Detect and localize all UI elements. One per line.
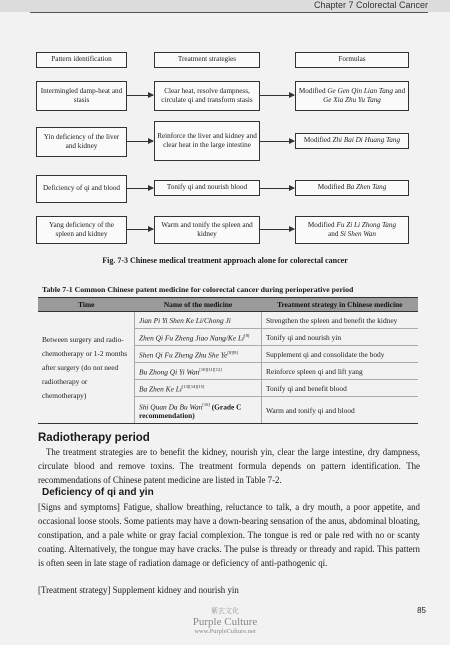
subsection-heading: Deficiency of qi and yin <box>42 487 154 498</box>
medicine-strategy: Strengthen the spleen and benefit the kidney <box>262 312 419 329</box>
flow-formula-3: Modified Ba Zhen Tang <box>295 180 409 196</box>
flow-formula-2: Modified Zhi Bai Di Huang Tang <box>295 133 409 149</box>
watermark <box>0 606 450 635</box>
medicine-name: Ba Zhen Ke Li[13][14][15] <box>135 380 262 397</box>
flow-strategy-2: Reinforce the liver and kidney and clear heat in the large intestine <box>154 121 260 161</box>
figure-caption: Fig. 7-3 Chinese medical treatment approach alone for colorectal cancer <box>102 256 348 265</box>
chapter-header: Chapter 7 Colorectal Cancer <box>313 0 428 10</box>
flow-arrow <box>127 141 153 142</box>
watermark-title: Purple Culture <box>192 616 258 628</box>
medicine-strategy: Supplement qi and consolidate the body <box>262 346 419 363</box>
flow-arrow <box>260 229 294 230</box>
section-heading: Radiotherapy period <box>38 432 150 444</box>
watermark-cn: 紫玄文化 <box>211 607 239 615</box>
flow-header-pattern: Pattern identification <box>36 52 127 68</box>
col-header-strategy: Treatment strategy in Chinese medicine <box>262 298 419 312</box>
medicine-name: Zhen Qi Fu Zheng Jiao Nang/Ke Li[8] <box>135 329 262 346</box>
flow-arrow <box>127 188 153 189</box>
flow-pattern-3: Deficiency of qi and blood <box>36 175 127 203</box>
medicine-name: Shen Qi Fu Zheng Zhu She Ye[8][9] <box>135 346 262 363</box>
flow-pattern-1: Intermingled damp-heat and stasis <box>36 81 127 111</box>
time-cell: Between surgery and radio-chemotherapy or 1-2 months after surgery (do not need radiotherapy or chemotherapy) <box>38 312 135 424</box>
flow-header-strategy: Treatment strategies <box>154 52 260 68</box>
medicine-table <box>38 297 418 424</box>
watermark-url: www.PurpleCulture.net <box>194 628 256 635</box>
medicine-name: Jian Pi Yi Shen Ke Li/Chong Ji <box>135 312 262 329</box>
table-caption: Table 7-1 Common Chinese patent medicine for colorectal cancer during perioperative period <box>42 285 354 294</box>
table-row <box>38 312 418 329</box>
paragraph: [Treatment strategy] Supplement kidney and nourish yin <box>38 585 239 595</box>
flow-strategy-3: Tonify qi and nourish blood <box>154 180 260 196</box>
table-header-row <box>38 298 418 312</box>
flow-arrow <box>260 141 294 142</box>
col-header-time: Time <box>38 298 135 312</box>
medicine-strategy: Warm and tonify qi and blood <box>262 397 419 424</box>
medicine-strategy: Reinforce spleen qi and lift yang <box>262 363 419 380</box>
flow-arrow <box>260 95 294 96</box>
header-rule <box>30 12 428 13</box>
page-number: 85 <box>417 606 426 615</box>
flow-arrow <box>260 188 294 189</box>
paragraph: The treatment strategies are to benefit the kidney, nourish yin, clear the large intestine, dry dampness, circulate blood and remove toxins. The treatment formula depends on pattern identification. The recommendations of Chinese patent medicine are listed in Table 7-2. <box>38 447 420 485</box>
flow-formula-4: Modified Fu Zi Li Zhong Tang and Si Shen Wan <box>295 216 409 244</box>
flow-strategy-1: Clear heat, resolve dampness, circulate qi and transform stasis <box>154 81 260 111</box>
medicine-name: Bu Zhong Qi Yi Wan[10][11][12] <box>135 363 262 380</box>
flow-header-formula: Formulas <box>295 52 409 68</box>
flow-pattern-2: Yin deficiency of the liver and kidney <box>36 127 127 157</box>
flow-pattern-4: Yang deficiency of the spleen and kidney <box>36 216 127 244</box>
flow-arrow <box>127 229 153 230</box>
flow-arrow <box>127 95 153 96</box>
medicine-strategy: Tonify qi and benefit blood <box>262 380 419 397</box>
medicine-strategy: Tonify qi and nourish yin <box>262 329 419 346</box>
col-header-medicine: Name of the medicine <box>135 298 262 312</box>
paragraph: [Signs and symptoms] Fatigue, shallow breathing, reluctance to talk, a dry mouth, a poor appetite, and occasional loose stools. Some patients may have a down-bearing sensation of the anus, abdominal bloating, constipation, and a pale white or gray facial complexion. The tongue is red or pale red with no or scanty coating. Alternatively, the tongue may have cracks. The pulse is thready or thready and rapid. This pattern is often seen in late stage of radiation damage or deficiency of anti-pathogenic qi. <box>38 502 420 568</box>
flow-strategy-4: Warm and tonify the spleen and kidney <box>154 216 260 244</box>
flow-formula-1: Modified Ge Gen Qin Lian Tang and Ge Xia Zhu Yu Tang <box>295 81 409 111</box>
medicine-name: Shi Quan Da Bu Wan[16] (Grade C recommendation) <box>135 397 262 424</box>
